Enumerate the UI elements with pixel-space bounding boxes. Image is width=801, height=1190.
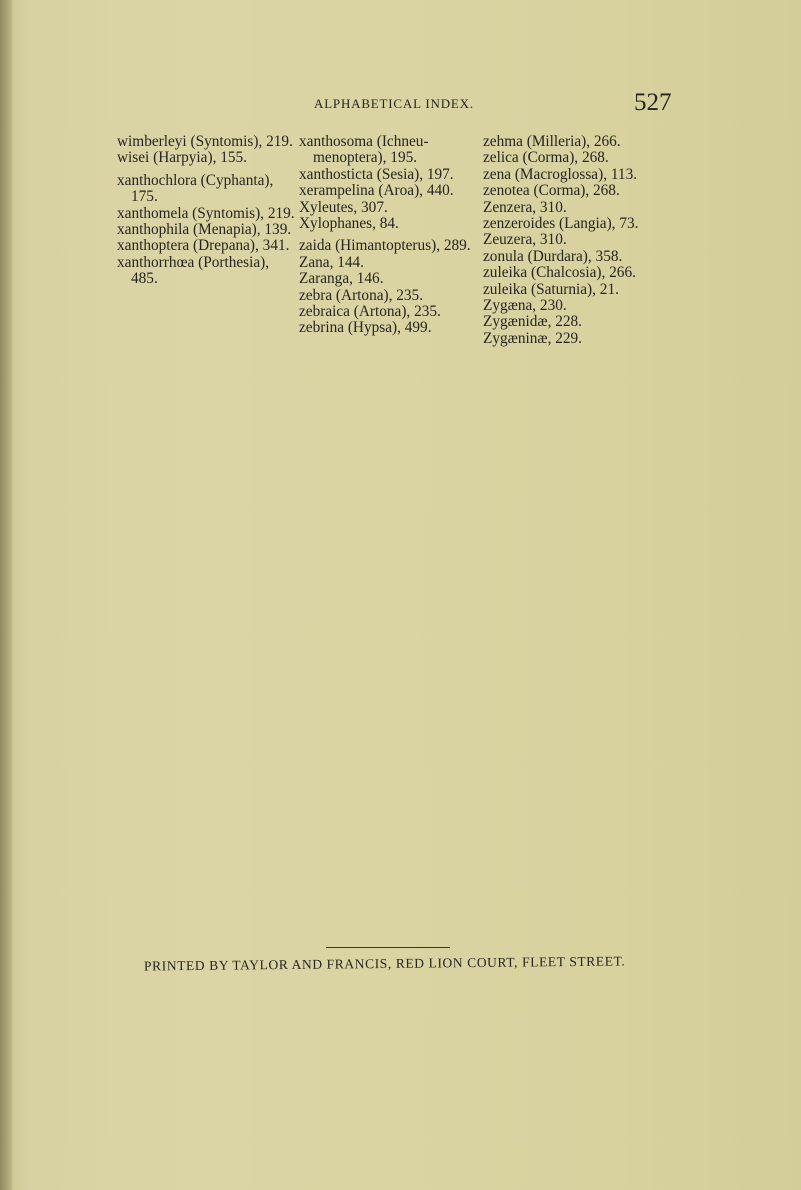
index-entry: zonula (Durdara), 358. — [483, 247, 623, 265]
printer-divider — [326, 947, 450, 948]
printer-imprint: PRINTED BY TAYLOR AND FRANCIS, RED LION COURT, FLEET STREET. — [143, 953, 626, 974]
page-number: 527 — [634, 89, 672, 116]
index-entry: zaida (Himantopterus), 289. — [299, 237, 471, 255]
index-entry: zuleika (Saturnia), 21. — [483, 280, 619, 298]
index-entry: zena (Macroglossa), 113. — [483, 165, 638, 183]
index-column-3 — [483, 134, 661, 347]
index-entry: zuleika (Chalcosia), 266. — [483, 264, 636, 282]
index-entry: Zaranga, 146. — [299, 270, 384, 288]
index-entry: zenotea (Corma), 268. — [483, 182, 620, 200]
index-entry: zebra (Artona), 235. — [299, 286, 424, 304]
index-entry: xerampelina (Aroa), 440. — [299, 182, 454, 200]
index-entry: Xylophanes, 84. — [299, 215, 399, 233]
index-entry: zenzeroides (Langia), 73. — [483, 215, 639, 233]
index-entry: xanthochlora (Cyphanta), 175. — [117, 171, 274, 206]
index-entry: xanthoptera (Drepana), 341. — [117, 237, 290, 255]
index-column-2 — [299, 134, 479, 337]
index-entry: xanthosoma (Ichneu-menoptera), 195. — [299, 133, 429, 167]
index-entry: zebraica (Artona), 235. — [299, 303, 441, 321]
index-entry: xanthorrhœa (Porthesia), 485. — [117, 253, 270, 288]
index-entry: Zygæninæ, 229. — [483, 329, 583, 347]
index-entry: Zana, 144. — [299, 253, 364, 271]
index-entry: Xyleutes, 307. — [299, 198, 388, 216]
index-entry: xanthophila (Menapia), 139. — [117, 221, 292, 239]
index-entry: xanthosticta (Sesia), 197. — [299, 165, 454, 183]
index-entry: Zygæna, 230. — [483, 297, 567, 315]
index-entry: wisei (Harpyia), 155. — [117, 149, 247, 167]
index-entry: Zygænidæ, 228. — [483, 313, 583, 331]
index-entry: Zeuzera, 310. — [483, 231, 567, 249]
running-header: ALPHABETICAL INDEX. — [314, 96, 474, 111]
index-entry: wimberleyi (Syntomis), 219. — [117, 133, 293, 150]
index-entry: zehma (Milleria), 266. — [483, 133, 621, 150]
index-entry: Zenzera, 310. — [483, 198, 567, 216]
index-entry: zebrina (Hypsa), 499. — [299, 319, 432, 337]
index-column-1 — [117, 134, 297, 288]
index-entry: zelica (Corma), 268. — [483, 149, 609, 167]
book-spine-edge — [0, 0, 12, 1190]
index-entry: xanthomela (Syntomis), 219. — [117, 204, 295, 222]
